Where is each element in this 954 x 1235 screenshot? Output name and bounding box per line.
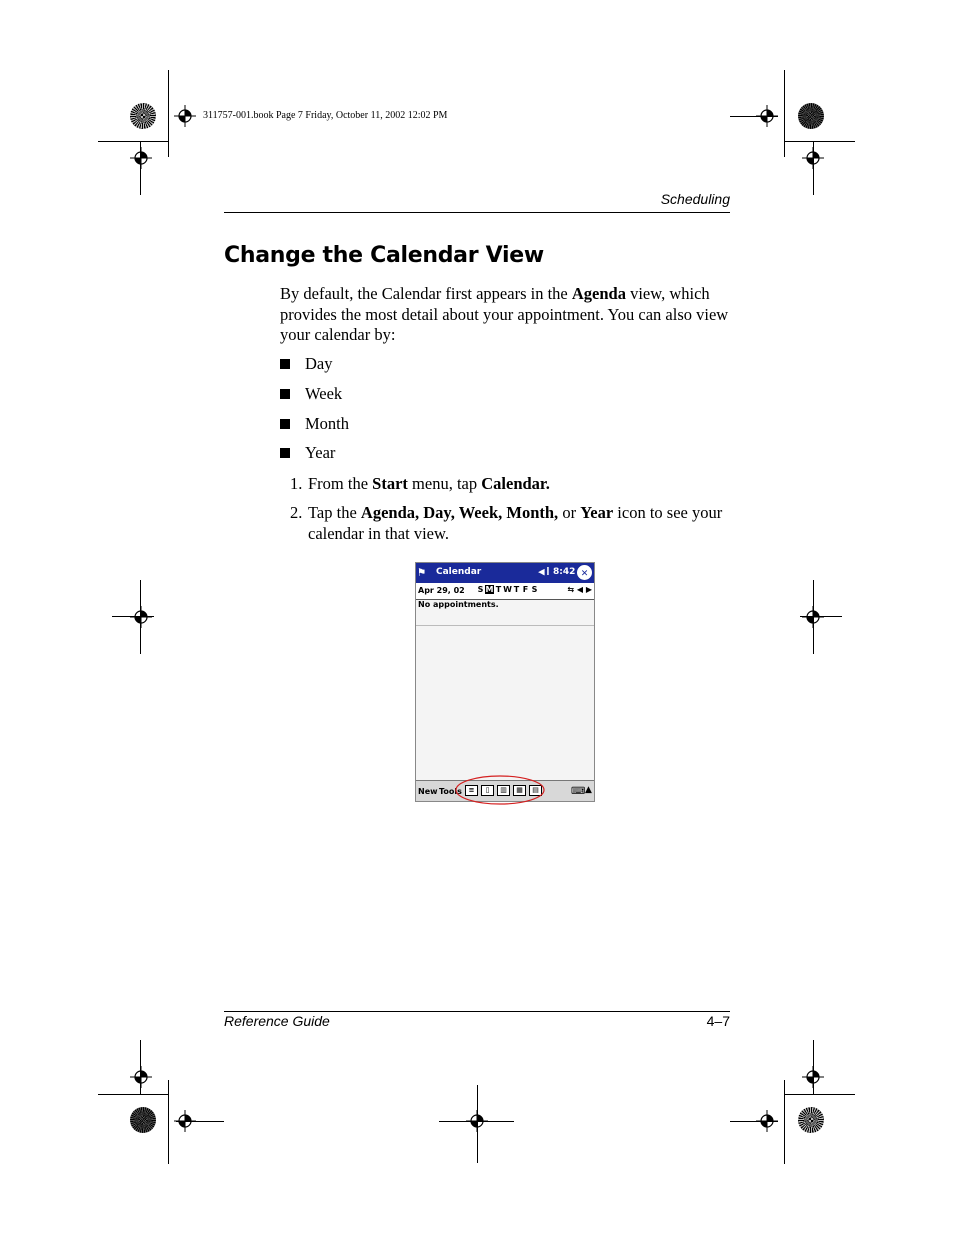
weekday: S (531, 585, 538, 594)
registration-starburst-icon (798, 103, 824, 129)
footer-rule (224, 1011, 730, 1012)
crop-mark (785, 1094, 855, 1095)
header-rule (224, 212, 730, 213)
list-item (280, 443, 335, 463)
day-view-icon: ▯ (481, 785, 494, 796)
registration-target-icon (802, 1066, 824, 1088)
registration-target-icon (130, 1066, 152, 1088)
list-item-label: Year (305, 443, 336, 462)
weekday: T (513, 585, 520, 594)
crop-mark (98, 1094, 168, 1095)
step-text-part: menu, tap (407, 474, 482, 493)
intro-bold-agenda: Agenda (571, 284, 626, 303)
registration-starburst-icon (798, 1107, 824, 1133)
windows-start-icon: ⚑ (418, 565, 426, 579)
registration-target-icon (130, 606, 152, 628)
registration-target-icon (802, 147, 824, 169)
step-2 (290, 502, 730, 544)
weekday-selector (476, 585, 539, 594)
highlight-circle (454, 774, 546, 806)
menu-new: New (418, 787, 438, 796)
weekday-selected: M (485, 585, 494, 594)
speaker-icon: ◀ǀ (538, 565, 552, 578)
step-text (290, 502, 730, 544)
crop-mark (176, 1121, 224, 1122)
section-title: Change the Calendar View (224, 243, 544, 268)
crop-mark (168, 1080, 169, 1164)
list-item-label: Day (305, 354, 333, 373)
week-view-icon: ▥ (497, 785, 510, 796)
keyboard-icon: ⌨ (571, 786, 586, 797)
bullet-square-icon (280, 448, 290, 458)
pda-date-bar (416, 583, 594, 600)
book-info-slug: 311757-001.book Page 7 Friday, October 11, 2002 12:02 PM (203, 110, 448, 121)
crop-mark (784, 70, 785, 157)
weekday: W (503, 585, 512, 594)
list-item-label: Week (305, 384, 343, 403)
weekday: F (522, 585, 529, 594)
crop-mark (98, 141, 168, 142)
registration-target-icon (756, 105, 778, 127)
year-view-icon: ▤ (529, 785, 542, 796)
registration-starburst-icon (130, 103, 156, 129)
step-number: 1. (290, 474, 303, 493)
step-text-part: or (558, 503, 581, 522)
month-view-icon: ▦ (513, 785, 526, 796)
pda-title-bar (416, 563, 594, 583)
agenda-view-icon: ≡ (465, 785, 478, 796)
pda-separator (416, 625, 594, 626)
registration-target-icon (130, 147, 152, 169)
step-text-part: From the (308, 474, 373, 493)
registration-starburst-icon (130, 1107, 156, 1133)
step-text-bold: Agenda, Day, Week, Month, (360, 503, 559, 522)
step-text-bold: Start (372, 474, 408, 493)
arrow-right-icon: ▶ (585, 585, 592, 594)
page-number: 4–7 (706, 1013, 730, 1029)
intro-text-before: By default, the Calendar first appears in the (280, 284, 572, 303)
bullet-square-icon (280, 359, 290, 369)
crop-mark (784, 1080, 785, 1164)
registration-target-icon (174, 105, 196, 127)
arrow-left-icon: ◀ (576, 585, 584, 594)
pda-app-title: Calendar (436, 567, 482, 577)
weekday: S (477, 585, 484, 594)
bullet-square-icon (280, 389, 290, 399)
crop-mark (785, 141, 855, 142)
bullet-square-icon (280, 419, 290, 429)
close-icon: ✕ (577, 565, 592, 580)
step-text-part: Tap the (308, 503, 361, 522)
step-text-part: icon to see your calendar in that view. (308, 503, 723, 543)
step-text (290, 473, 730, 494)
pda-date: Apr 29, 02 (418, 586, 465, 595)
calendar-screenshot (415, 562, 595, 802)
menu-tools: Tools (439, 787, 462, 796)
step-1 (290, 473, 730, 494)
intro-paragraph (280, 284, 735, 346)
registration-target-icon (756, 1110, 778, 1132)
pda-message: No appointments. (418, 600, 499, 609)
go-to-today-icon: ⇆ (567, 585, 575, 594)
step-text-bold: Calendar. (481, 474, 550, 493)
running-header: Scheduling (660, 191, 730, 207)
crop-mark (168, 70, 169, 157)
list-item (280, 384, 342, 404)
date-nav-icons (567, 585, 592, 594)
registration-target-icon (466, 1110, 488, 1132)
intro-text-after: view, which provides the most detail about your appointment. You can also view your calendar by: (280, 284, 729, 344)
arrow-up-icon: ▲ (585, 785, 592, 795)
step-text-bold: Year (580, 503, 614, 522)
step-number: 2. (290, 503, 303, 522)
footer-guide-title: Reference Guide (224, 1013, 330, 1029)
list-item-label: Month (305, 414, 350, 433)
weekday: T (495, 585, 502, 594)
pda-clock: 8:42 (553, 567, 576, 577)
list-item (280, 414, 349, 434)
list-item (280, 354, 333, 374)
registration-target-icon (802, 606, 824, 628)
